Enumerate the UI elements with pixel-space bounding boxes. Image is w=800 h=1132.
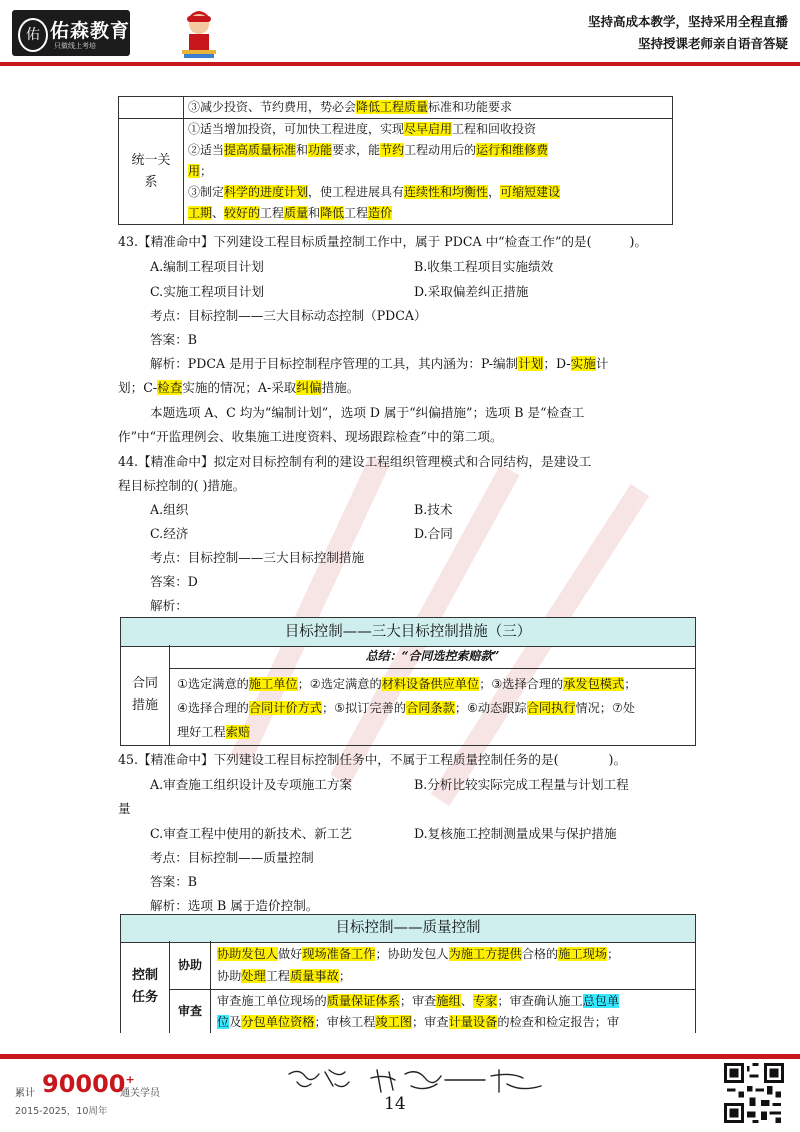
q43-analysis-line1: 解析：PDCA 是用于目标控制程序管理的工具，其内涵为：P-编制计划；D-实施计 [150,356,609,371]
table-cell: ①适当增加投资，可加快工程进度，实现尽早启用工程和回收投资 ②适当提高质量标准和功能要求，能节约工程动用后的运行和维修费 用； ③制定科学的进度计划，使工程进展具有连续性和均衡性，可缩短建设 工期、较好的工程质量和降低工程造价 [184,119,673,225]
q44-answer: 答案：D [150,574,198,589]
logo-emblem-icon: 佑 [18,18,48,52]
header-red-rule [0,62,800,66]
review-row-content: 审查施工单位现场的质量保证体系；审查施组、专家；审查确认施工总包单 位及分包单位资格；审核工程竣工图；审查计量设备的检查和检定报告；审 [217,994,620,1029]
question-44-stem-line2: 程目标控制的( )措施。 [118,478,246,493]
q43-analysis-line3: 本题选项 A、C 均为“编制计划”，选项 D 属于“纠偏措施”；选项 B 是“检查工 [150,405,585,420]
contract-measures-table [120,645,696,746]
question-45-stem: 45.【精准命中】下列建设工程目标控制任务中，不属于工程质量控制任务的是( )。 [118,752,627,767]
q45-option-a: A.审查施工组织设计及专项施工方案 [150,777,353,792]
page-number: 14 [384,1094,406,1114]
q45-option-b-continued: 量 [118,801,131,816]
q43-option-b: B.收集工程项目实施绩效 [414,259,554,274]
q45-analysis: 解析：选项 B 属于造价控制。 [150,898,319,913]
footer-student-count: 90000+ [42,1070,135,1098]
q44-exam-point: 考点：目标控制——三大目标控制措施 [150,550,365,565]
q44-analysis: 解析： [150,598,188,613]
question-44-stem-line1: 44.【精准命中】拟定对目标控制有利的建设工程组织管理模式和合同结构，是建设工 [118,454,592,469]
quality-control-label: 控制 任务 [121,941,170,1033]
table-row [119,97,673,119]
q44-option-d: D.合同 [414,526,453,541]
quality-control-table [120,941,696,1033]
page-header [0,0,800,66]
assist-row-content: 协助发包人做好现场准备工作；协助发包人为施工方提供合格的施工现场； 协助处理工程质量事故； [217,947,620,983]
footer-count-suffix: 通关学员 [120,1088,160,1099]
footer-count-label: 累计 [15,1088,35,1099]
mascot-illustration [178,10,220,60]
q43-option-d: D.采取偏差纠正措施 [414,284,529,299]
row-label-unified-relation: 统一关 系 [119,119,184,225]
q45-option-b: B.分析比较实际完成工程量与计划工程 [414,777,629,792]
q44-option-a: A.组织 [150,502,189,517]
table-cell: ③减少投资、节约费用，势必会降低工程质量标准和功能要求 [184,97,673,119]
q43-analysis-line2: 划；C-检查实施的情况；A-采取纠偏措施。 [118,380,360,395]
relationship-table [118,96,673,225]
table-cell-empty [119,97,184,119]
row-label-assist: 协助 [170,941,211,990]
brand-tagline: 只做线上考培 [54,42,96,50]
question-43-stem: 43.【精准命中】下列建设工程目标质量控制工作中，属于 PDCA 中“检查工作”的是( )。 [118,234,648,249]
q43-option-c: C.实施工程项目计划 [150,284,264,299]
contract-measures-label: 合同 措施 [121,645,170,745]
quality-control-title: 目标控制——质量控制 [120,914,696,943]
q45-answer: 答案：B [150,874,198,889]
slogan-line-1: 坚持高成本教学，坚持采用全程直播 [587,14,788,29]
q45-option-c: C.审查工程中使用的新技术、新工艺 [150,826,353,841]
contract-measures-content: ①选定满意的施工单位；②选定满意的材料设备供应单位；③选择合理的承发包模式； ④选择合理的合同计价方式；⑤拟订完善的合同条款；⑥动态跟踪合同执行情况；⑦处 理好工程索赔 [177,677,637,739]
contract-measures-title: 目标控制——三大目标控制措施（三） [120,617,696,647]
footer-red-rule [0,1054,800,1059]
q43-option-a: A.编制工程项目计划 [150,259,264,274]
q44-option-c: C.经济 [150,526,189,541]
q43-answer: 答案：B [150,332,198,347]
brand-logo [12,10,130,56]
brand-name: 佑森教育 [50,20,131,42]
q43-analysis-line4: 作”中“开监理例会、收集施工进度资料、现场跟踪检查”中的第二项。 [118,429,503,444]
contract-measures-summary: 总结：“合同选控索赔款” [170,645,695,669]
handwritten-slogan-signature [285,1062,555,1100]
qr-code-icon [724,1063,784,1123]
q45-exam-point: 考点：目标控制——质量控制 [150,850,314,865]
row-label-review: 审查 [170,990,211,1033]
q43-exam-point: 考点：目标控制——三大目标动态控制（PDCA） [150,308,427,323]
row-divider [210,989,695,990]
table-row [119,119,673,225]
footer-years: 2015-2025，10周年 [15,1106,108,1117]
q44-option-b: B.技术 [414,502,453,517]
q45-option-d: D.复核施工控制测量成果与保护措施 [414,826,617,841]
slogan-line-2: 坚持授课老师亲自语音答疑 [637,36,788,51]
